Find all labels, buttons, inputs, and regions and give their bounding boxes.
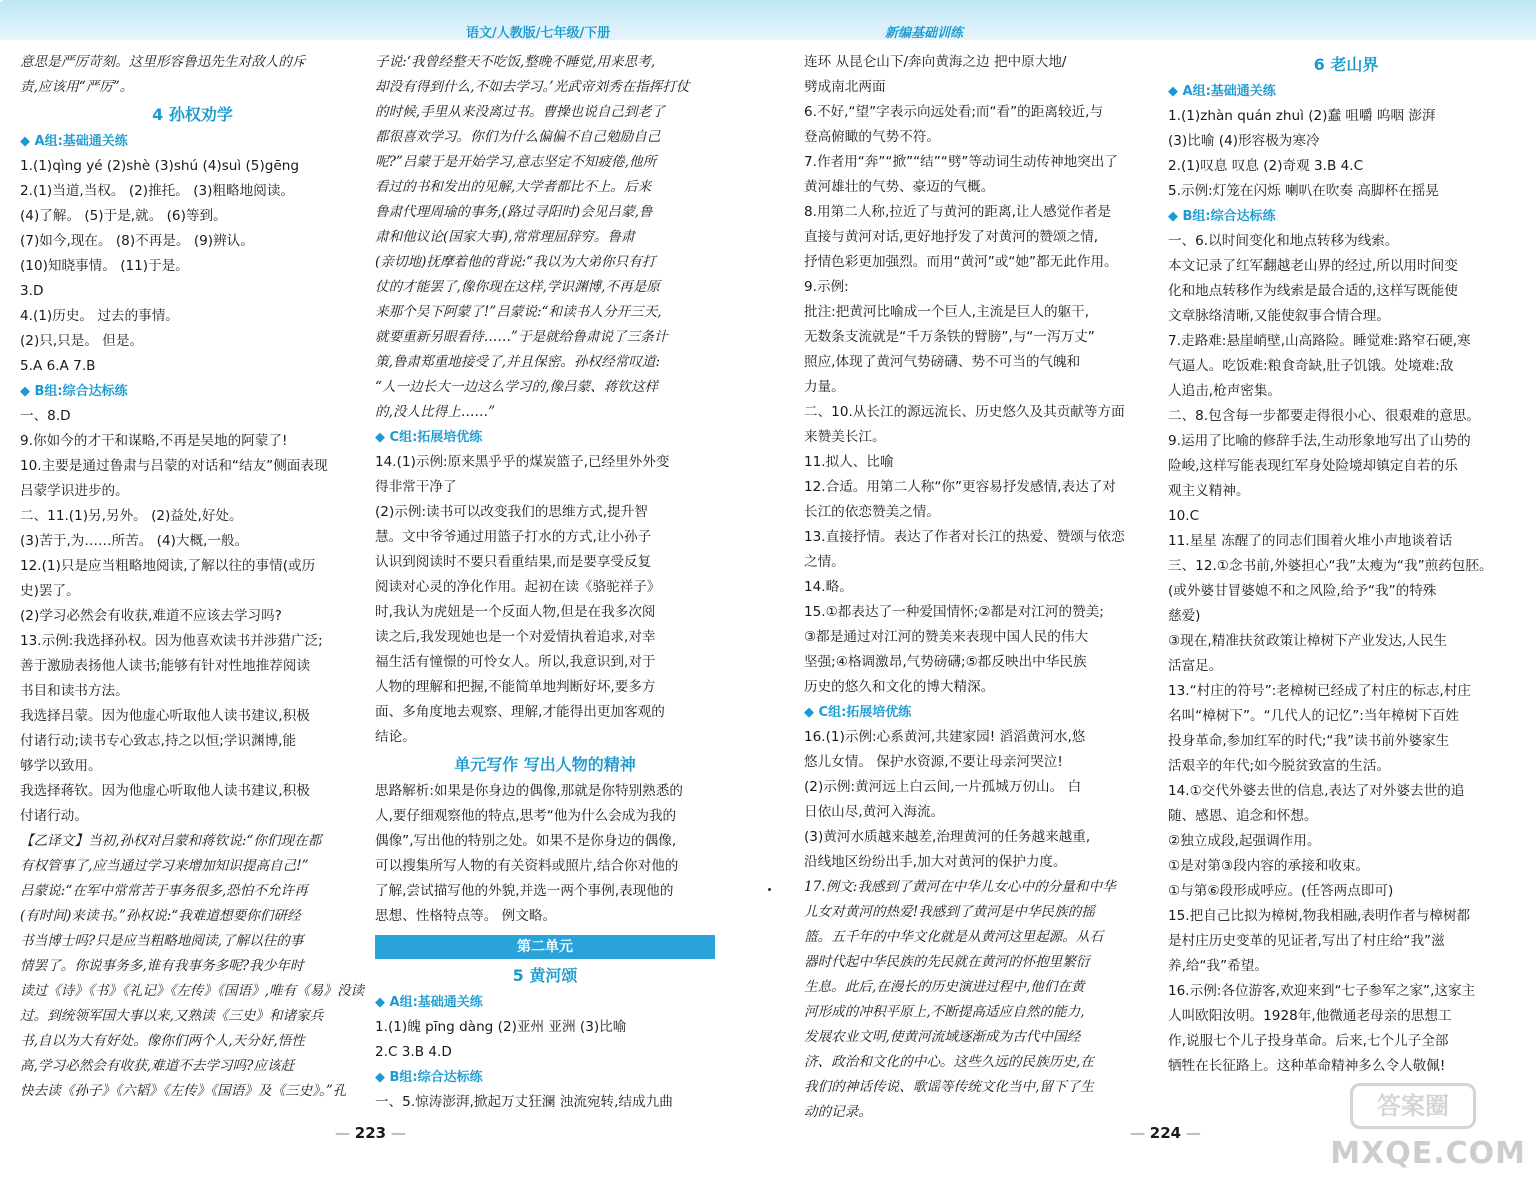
page-number-left: — 223 — <box>335 1124 406 1142</box>
answer-line: ③都是通过对江河的赞美来表现中国人民的伟大 <box>804 629 1089 645</box>
answer-line: 史)罢了。 <box>20 583 80 599</box>
answer-line: 之情。 <box>804 554 845 570</box>
answer-line: 日依山尽,黄河入海流。 <box>804 804 945 820</box>
unit-banner: 第二单元 <box>375 935 715 959</box>
answer-line: 我们的神话传说、歌谣等传统文化当中,留下了生 <box>804 1079 1094 1095</box>
header-left-title: 语文/人教版/七年级/下册 <box>466 26 611 41</box>
answer-line: 人追击,枪声密集。 <box>1168 383 1282 399</box>
answer-line: 付诸行动。 <box>20 808 88 824</box>
answer-line: (7)如今,现在。 (8)不再是。 (9)辨认。 <box>20 233 254 249</box>
answer-line: 12.合适。用第二人称“你”更容易抒发感情,表达了对 <box>804 479 1116 495</box>
group-heading: ◆ B组:综合达标练 <box>375 1070 483 1085</box>
answer-line: 是村庄历史变革的见证者,写出了村庄给“我”滋 <box>1168 933 1445 949</box>
column-4 <box>1168 50 1524 1079</box>
group-heading: ◆ A组:基础通关练 <box>1168 84 1276 99</box>
answer-line: 仗的才能罢了,像你现在这样,学识渊博,不再是原 <box>375 279 660 295</box>
answer-line: 1.(1)qìng yé (2)shè (3)shú (4)suì (5)gēng <box>20 158 299 174</box>
page-number-left-value: 223 <box>354 1124 387 1142</box>
answer-line: 气逼人。吃饭难:粮食奇缺,肚子饥饿。处境难:敌 <box>1168 358 1454 374</box>
group-heading: ◆ C组:拓展培优练 <box>375 430 483 445</box>
answer-line: 3.D <box>20 283 44 299</box>
answer-line: 作,说服七个儿子投身革命。后来,七个儿子全部 <box>1168 1033 1449 1049</box>
answer-line: 善于激励表扬他人读书;能够有针对性地推荐阅读 <box>20 658 311 674</box>
answer-line: 11.拟人、比喻 <box>804 454 894 470</box>
answer-line: 险峻,这样写能表现红军身处险境却镇定自若的乐 <box>1168 458 1458 474</box>
answer-line: (3)黄河水质越来越差,治理黄河的任务越来越重, <box>804 829 1091 845</box>
answer-line: 发展农业文明,使黄河流域逐渐成为古代中国经 <box>804 1029 1081 1045</box>
unit-writing-title: 单元写作 写出人物的精神 <box>454 755 636 774</box>
answer-line: 读之后,我发现她也是一个对爱情执着追求,对幸 <box>375 629 656 645</box>
writing-line: 思想、性格特点等。 例文略。 <box>375 908 557 924</box>
answer-line: 吕蒙说:“在军中常常苦于事务很多,恐怕不允许再 <box>20 883 308 899</box>
answer-line: 生息。此后,在漫长的历史演进过程中,他们在黄 <box>804 979 1085 995</box>
answer-line: 三、12.①念书前,外婆担心“我”太瘦为“我”煎药包胚。 <box>1168 558 1493 574</box>
answer-line: (3)比喻 (4)形容极为寒冷 <box>1168 133 1320 149</box>
answer-line: 二、11.(1)另,另外。 (2)益处,好处。 <box>20 508 243 524</box>
answer-line: 付诸行动;读书专心致志,持之以恒;学识渊博,能 <box>20 733 297 749</box>
answer-line: 照应,体现了黄河气势磅礴、势不可当的气魄和 <box>804 354 1081 370</box>
answer-line: 意思是严厉苛刻。这里形容鲁迅先生对敌人的斥 <box>20 54 306 70</box>
page-number-right: — 224 — <box>1130 1124 1201 1142</box>
header-band-left <box>0 0 768 40</box>
answer-line: 9.你如今的才干和谋略,不再是吴地的阿蒙了! <box>20 433 288 449</box>
answer-line: (3)苦于,为……所苦。 (4)大概,一般。 <box>20 533 249 549</box>
answer-line: 就要重新另眼看待……”于是就给鲁肃说了三条计 <box>375 329 668 345</box>
answer-line: 直接与黄河对话,更好地抒发了对黄河的赞颂之情, <box>804 229 1099 245</box>
answer-line: 13.示例:我选择孙权。因为他喜欢读书并涉猎广泛; <box>20 633 323 649</box>
answer-line: 高,学习必然会有收获,难道不去学习吗?应该赶 <box>20 1058 295 1074</box>
answer-line: 书当博士吗?只是应当粗略地阅读,了解以往的事 <box>20 933 304 949</box>
answer-line: 9.运用了比喻的修辞手法,生动形象地写出了山势的 <box>1168 433 1471 449</box>
answer-line: 17.例文:我感到了黄河在中华儿女心中的分量和中华 <box>804 879 1116 895</box>
writing-line: 思路解析:如果是你身边的偶像,那就是你特别熟悉的 <box>375 783 683 799</box>
answer-line: 养,给“我”希望。 <box>1168 958 1268 974</box>
group-heading: ◆ A组:基础通关练 <box>20 134 128 149</box>
answer-line: 够学以致用。 <box>20 758 102 774</box>
answer-line: 我选择蒋钦。因为他虚心听取他人读书建议,积极 <box>20 783 310 799</box>
page-number-right-value: 224 <box>1149 1124 1182 1142</box>
answer-line: 10.C <box>1168 508 1200 524</box>
answer-line: (2)示例:黄河远上白云间,一片孤城万仞山。 白 <box>804 779 1082 795</box>
column-2 <box>375 50 715 1115</box>
answer-line: 连环 从昆仑山下/奔向黄海之边 把中原大地/ <box>804 54 1067 70</box>
answer-line: 8.用第二人称,拉近了与黄河的距离,让人感觉作者是 <box>804 204 1112 220</box>
answer-line: 人叫欧阳汝明。1928年,他微通老母亲的思想工 <box>1168 1008 1452 1024</box>
answer-line: 认识到阅读时不要只看重结果,而是要享受反复 <box>375 554 652 570</box>
group-heading: ◆ B组:综合达标练 <box>20 384 128 399</box>
answer-line: 1.(1)魄 pīng dàng (2)亚州 亚洲 (3)比喻 <box>375 1019 627 1035</box>
answer-line: 鲁肃代理周瑜的事务,(路过寻阳时)会见吕蒙,鲁 <box>375 204 653 220</box>
answer-line: 的时候,手里从来没离过书。曹操也说自己到老了 <box>375 104 665 120</box>
answer-line: 儿女对黄河的热爱!我感到了黄河是中华民族的摇 <box>804 904 1095 920</box>
answer-line: 却没有得到什么,不如去学习。’光武帝刘秀在指挥打仗 <box>375 79 690 95</box>
answer-line: 10.主要是通过鲁肃与吕蒙的对话和“结友”侧面表现 <box>20 458 328 474</box>
answer-line: 过。到统领军国大事以来,又熟读《三史》和诸家兵 <box>20 1008 324 1024</box>
answer-line: 快去读《孙子》《六韬》《左传》《国语》及《三史》。”孔 <box>20 1083 347 1099</box>
right-page <box>768 0 1536 1179</box>
answer-line: 书目和读书方法。 <box>20 683 129 699</box>
answer-line: 沿线地区纷纷出手,加大对黄河的保护力度。 <box>804 854 1067 870</box>
answer-line: 来赞美长江。 <box>804 429 886 445</box>
answer-line: 15.把自己比拟为樟树,物我相融,表明作者与樟树都 <box>1168 908 1471 924</box>
group-heading: ◆ C组:拓展培优练 <box>804 705 912 720</box>
answer-line: 坚强;④格调激昂,气势磅礴;⑤都反映出中华民族 <box>804 654 1087 670</box>
answer-line: 7.走路难:悬崖峭壁,山高路险。睡觉难:路窄石硬,寒 <box>1168 333 1471 349</box>
answer-line: 呢?”吕蒙于是开始学习,意志坚定不知疲倦,他所 <box>375 154 657 170</box>
lesson-title: 6 老山界 <box>1313 55 1379 74</box>
answer-line: 随、感恩、追念和怀想。 <box>1168 808 1318 824</box>
center-dot <box>768 888 771 891</box>
answer-line: 一、8.D <box>20 408 71 424</box>
column-1 <box>20 50 365 1104</box>
answer-line: 二、8.包含每一步都要走得很小心、很艰难的意思。 <box>1168 408 1481 424</box>
answer-line: 9.示例: <box>804 279 849 295</box>
answer-line: (有时间)来读书。”孙权说:“我难道想要你们研经 <box>20 908 301 924</box>
answer-line: 无数条支流就是“千万条铁的臂膀”,与“一泻万丈” <box>804 329 1095 345</box>
answer-line: 责,应该用“严厉”。 <box>20 79 134 95</box>
answer-line: 器时代起中华民族的先民就在黄河的怀抱里繁衍 <box>804 954 1090 970</box>
writing-line: 偶像”,写出他的特别之处。如果不是你身边的偶像, <box>375 833 677 849</box>
answer-line: ①与第⑥段形成呼应。(任答两点即可) <box>1168 883 1394 899</box>
answer-line: 1.(1)zhàn quán zhuì (2)蠢 咀嚼 呜咽 澎湃 <box>1168 108 1436 124</box>
answer-line: (2)只,只是。 但是。 <box>20 333 144 349</box>
answer-line: 化和地点转移作为线索是最合适的,这样写既能使 <box>1168 283 1458 299</box>
answer-line: 济、政治和文化的中心。这些久远的民族历史,在 <box>804 1054 1094 1070</box>
watermark-logo: 答案圈 <box>1350 1083 1476 1129</box>
answer-line: 得非常干净了 <box>375 479 457 495</box>
writing-line: 可以搜集所写人物的有关资料或照片,结合你对他的 <box>375 858 679 874</box>
answer-line: 慈爱) <box>1168 608 1201 624</box>
answer-line: 活艰辛的年代;如今脱贫致富的生活。 <box>1168 758 1391 774</box>
answer-line: 4.(1)历史。 过去的事情。 <box>20 308 179 324</box>
answer-line: 牺牲在长征路上。这种革命精神多么令人敬佩! <box>1168 1058 1446 1074</box>
answer-line: 14.略。 <box>804 579 853 595</box>
answer-line: (4)了解。 (5)于是,就。 (6)等到。 <box>20 208 227 224</box>
answer-line: 14.(1)示例:原来黑乎乎的煤炭篮子,已经里外外变 <box>375 454 670 470</box>
answer-line: 阅读对心灵的净化作用。起初在读《骆驼祥子》 <box>375 579 661 595</box>
answer-line: ②独立成段,起强调作用。 <box>1168 833 1321 849</box>
answer-line: 一、5.惊涛澎湃,掀起万丈狂澜 浊流宛转,结成九曲 <box>375 1094 673 1110</box>
answer-line: 福生活有憧憬的可怜女人。所以,我意识到,对于 <box>375 654 656 670</box>
answer-line: 子说:‘我曾经整天不吃饭,整晚不睡觉,用来思考, <box>375 54 656 70</box>
answer-line: 书,自以为大有好处。像你们两个人,天分好,悟性 <box>20 1033 305 1049</box>
answer-line: 16.示例:各位游客,欢迎来到“七子参军之家”,这家主 <box>1168 983 1476 999</box>
answer-line: 16.(1)示例:心系黄河,共建家园! 滔滔黄河水,悠 <box>804 729 1086 745</box>
answer-line: (或外婆甘冒婆媳不和之风险,给予“我”的特殊 <box>1168 583 1437 599</box>
writing-line: 人,要仔细观察他的特点,思考“他为什么会成为我的 <box>375 808 677 824</box>
answer-line: 5.示例:灯笼在闪烁 喇叭在吹奏 高脚杯在摇晃 <box>1168 183 1439 199</box>
lesson-title: 5 黄河颂 <box>512 966 578 985</box>
answer-line: 的,没人比得上……” <box>375 404 496 420</box>
answer-line: 活富足。 <box>1168 658 1223 674</box>
lesson-title: 4 孙权劝学 <box>152 105 233 124</box>
answer-line: 读过《诗》《书》《礼记》《左传》《国语》,唯有《易》没读 <box>20 983 365 999</box>
answer-line: (2)示例:读书可以改变我们的思维方式,提升智 <box>375 504 648 520</box>
answer-line: 登高俯瞰的气势不符。 <box>804 129 940 145</box>
answer-line: 15.①都表达了一种爱国情怀;②都是对江河的赞美; <box>804 604 1104 620</box>
answer-line: 2.(1)当道,当权。 (2)推托。 (3)粗略地阅读。 <box>20 183 295 199</box>
answer-line: (2)学习必然会有收获,难道不应该去学习吗? <box>20 608 282 624</box>
answer-line: 二、10.从长江的源远流长、历史悠久及其贡献等方面 <box>804 404 1125 420</box>
answer-line: 一、6.以时间变化和地点转移为线索。 <box>1168 233 1399 249</box>
answer-line: 有权管事了,应当通过学习来增加知识提高自己!” <box>20 858 309 874</box>
column-3 <box>804 50 1154 1125</box>
answer-line: 11.星星 冻醒了的同志们围着火堆小声地谈着话 <box>1168 533 1453 549</box>
answer-line: ①是对第③段内容的承接和收束。 <box>1168 858 1370 874</box>
answer-line: 面、多角度地去观察、理解,才能得出更加客观的 <box>375 704 665 720</box>
answer-line: 2.C 3.B 4.D <box>375 1044 452 1060</box>
answer-line: 批注:把黄河比喻成一个巨人,主流是巨人的躯干, <box>804 304 1090 320</box>
answer-line: 14.①交代外婆去世的信息,表达了对外婆去世的追 <box>1168 783 1465 799</box>
header-right-title: 新编基础训练 <box>885 26 964 41</box>
answer-line: 5.A 6.A 7.B <box>20 358 96 374</box>
header-band-right <box>768 0 1536 40</box>
answer-line: 结论。 <box>375 729 416 745</box>
answer-line: 河形成的冲积平原上,不断提高适应自然的能力, <box>804 1004 1085 1020</box>
answer-line: 抒情色彩更加强烈。而用“黄河”或“她”都无此作用。 <box>804 254 1118 270</box>
group-heading: ◆ A组:基础通关练 <box>375 995 483 1010</box>
answer-line: 看过的书和发出的见解,大学者都比不上。后来 <box>375 179 652 195</box>
answer-line: 名叫“樟树下”。“几代人的记忆”:当年樟树下百姓 <box>1168 708 1460 724</box>
answer-line: 2.(1)叹息 叹息 (2)奇观 3.B 4.C <box>1168 158 1364 174</box>
answer-line: (10)知晓事情。 (11)于是。 <box>20 258 189 274</box>
writing-line: 了解,尝试描写他的外貌,并选一两个事例,表现他的 <box>375 883 674 899</box>
answer-line: 观主义精神。 <box>1168 483 1250 499</box>
answer-line: 肃和他议论(国家大事),常常理屈辞穷。鲁肃 <box>375 229 635 245</box>
answer-line: 人物的理解和把握,不能简单地判断好坏,要多方 <box>375 679 656 695</box>
answer-line: 6.不好,“望”字表示向远处看;而“看”的距离较近,与 <box>804 104 1104 120</box>
answer-line: 本文记录了红军翻越老山界的经过,所以用时间变 <box>1168 258 1458 274</box>
watermark-text: MXQE.COM <box>1330 1136 1526 1171</box>
answer-line: 13.“村庄的符号”:老樟树已经成了村庄的标志,村庄 <box>1168 683 1471 699</box>
answer-line: 都很喜欢学习。你们为什么偏偏不自己勉励自己 <box>375 129 661 145</box>
answer-line: 13.直接抒情。表达了作者对长江的热爱、赞颂与依恋 <box>804 529 1125 545</box>
answer-line: 长江的依恋赞美之情。 <box>804 504 940 520</box>
answer-line: 文章脉络清晰,又能使叙事合情合理。 <box>1168 308 1390 324</box>
answer-line: 12.(1)只是应当粗略地阅读,了解以往的事情(或历 <box>20 558 316 574</box>
answer-line: 劈成南北两面 <box>804 79 886 95</box>
answer-line: 吕蒙学识进步的。 <box>20 483 129 499</box>
answer-line: 来那个吴下阿蒙了!”吕蒙说:“和读书人分开三天, <box>375 304 662 320</box>
answer-line: 情罢了。你说事务多,谁有我事务多呢?我少年时 <box>20 958 304 974</box>
answer-line: 我选择吕蒙。因为他虚心听取他人读书建议,积极 <box>20 708 310 724</box>
answer-line: 动的记录。 <box>804 1104 872 1120</box>
answer-line: 力量。 <box>804 379 845 395</box>
answer-line: 黄河雄壮的气势、豪迈的气概。 <box>804 179 995 195</box>
answer-line: 策,鲁肃郑重地接受了,并且保密。孙权经常叹道: <box>375 354 661 370</box>
answer-line: 时,我认为虎妞是一个反面人物,但是在我多次阅 <box>375 604 656 620</box>
answer-line: 悠儿女情。 保护水资源,不要让母亲河哭泣! <box>804 754 1063 770</box>
answer-line: 【乙译文】当初,孙权对吕蒙和蒋钦说:“你们现在都 <box>20 833 322 849</box>
answer-line: “人一边长大一边这么学习的,像吕蒙、蒋钦这样 <box>375 379 659 395</box>
answer-line: 历史的悠久和文化的博大精深。 <box>804 679 995 695</box>
answer-line: ③现在,精准扶贫政策让樟树下产业发达,人民生 <box>1168 633 1448 649</box>
answer-line: 投身革命,参加红军的时代;“我”读书前外婆家生 <box>1168 733 1450 749</box>
answer-line: 篮。五千年的中华文化就是从黄河这里起源。从石 <box>804 929 1104 945</box>
answer-line: 慧。文中爷爷通过用篮子打水的方式,让小孙子 <box>375 529 652 545</box>
group-heading: ◆ B组:综合达标练 <box>1168 209 1276 224</box>
answer-line: 7.作者用“奔”“掀”“结”“劈”等动词生动传神地突出了 <box>804 154 1118 170</box>
answer-line: (亲切地)抚摩着他的背说:“我以为大弟你只有打 <box>375 254 656 270</box>
